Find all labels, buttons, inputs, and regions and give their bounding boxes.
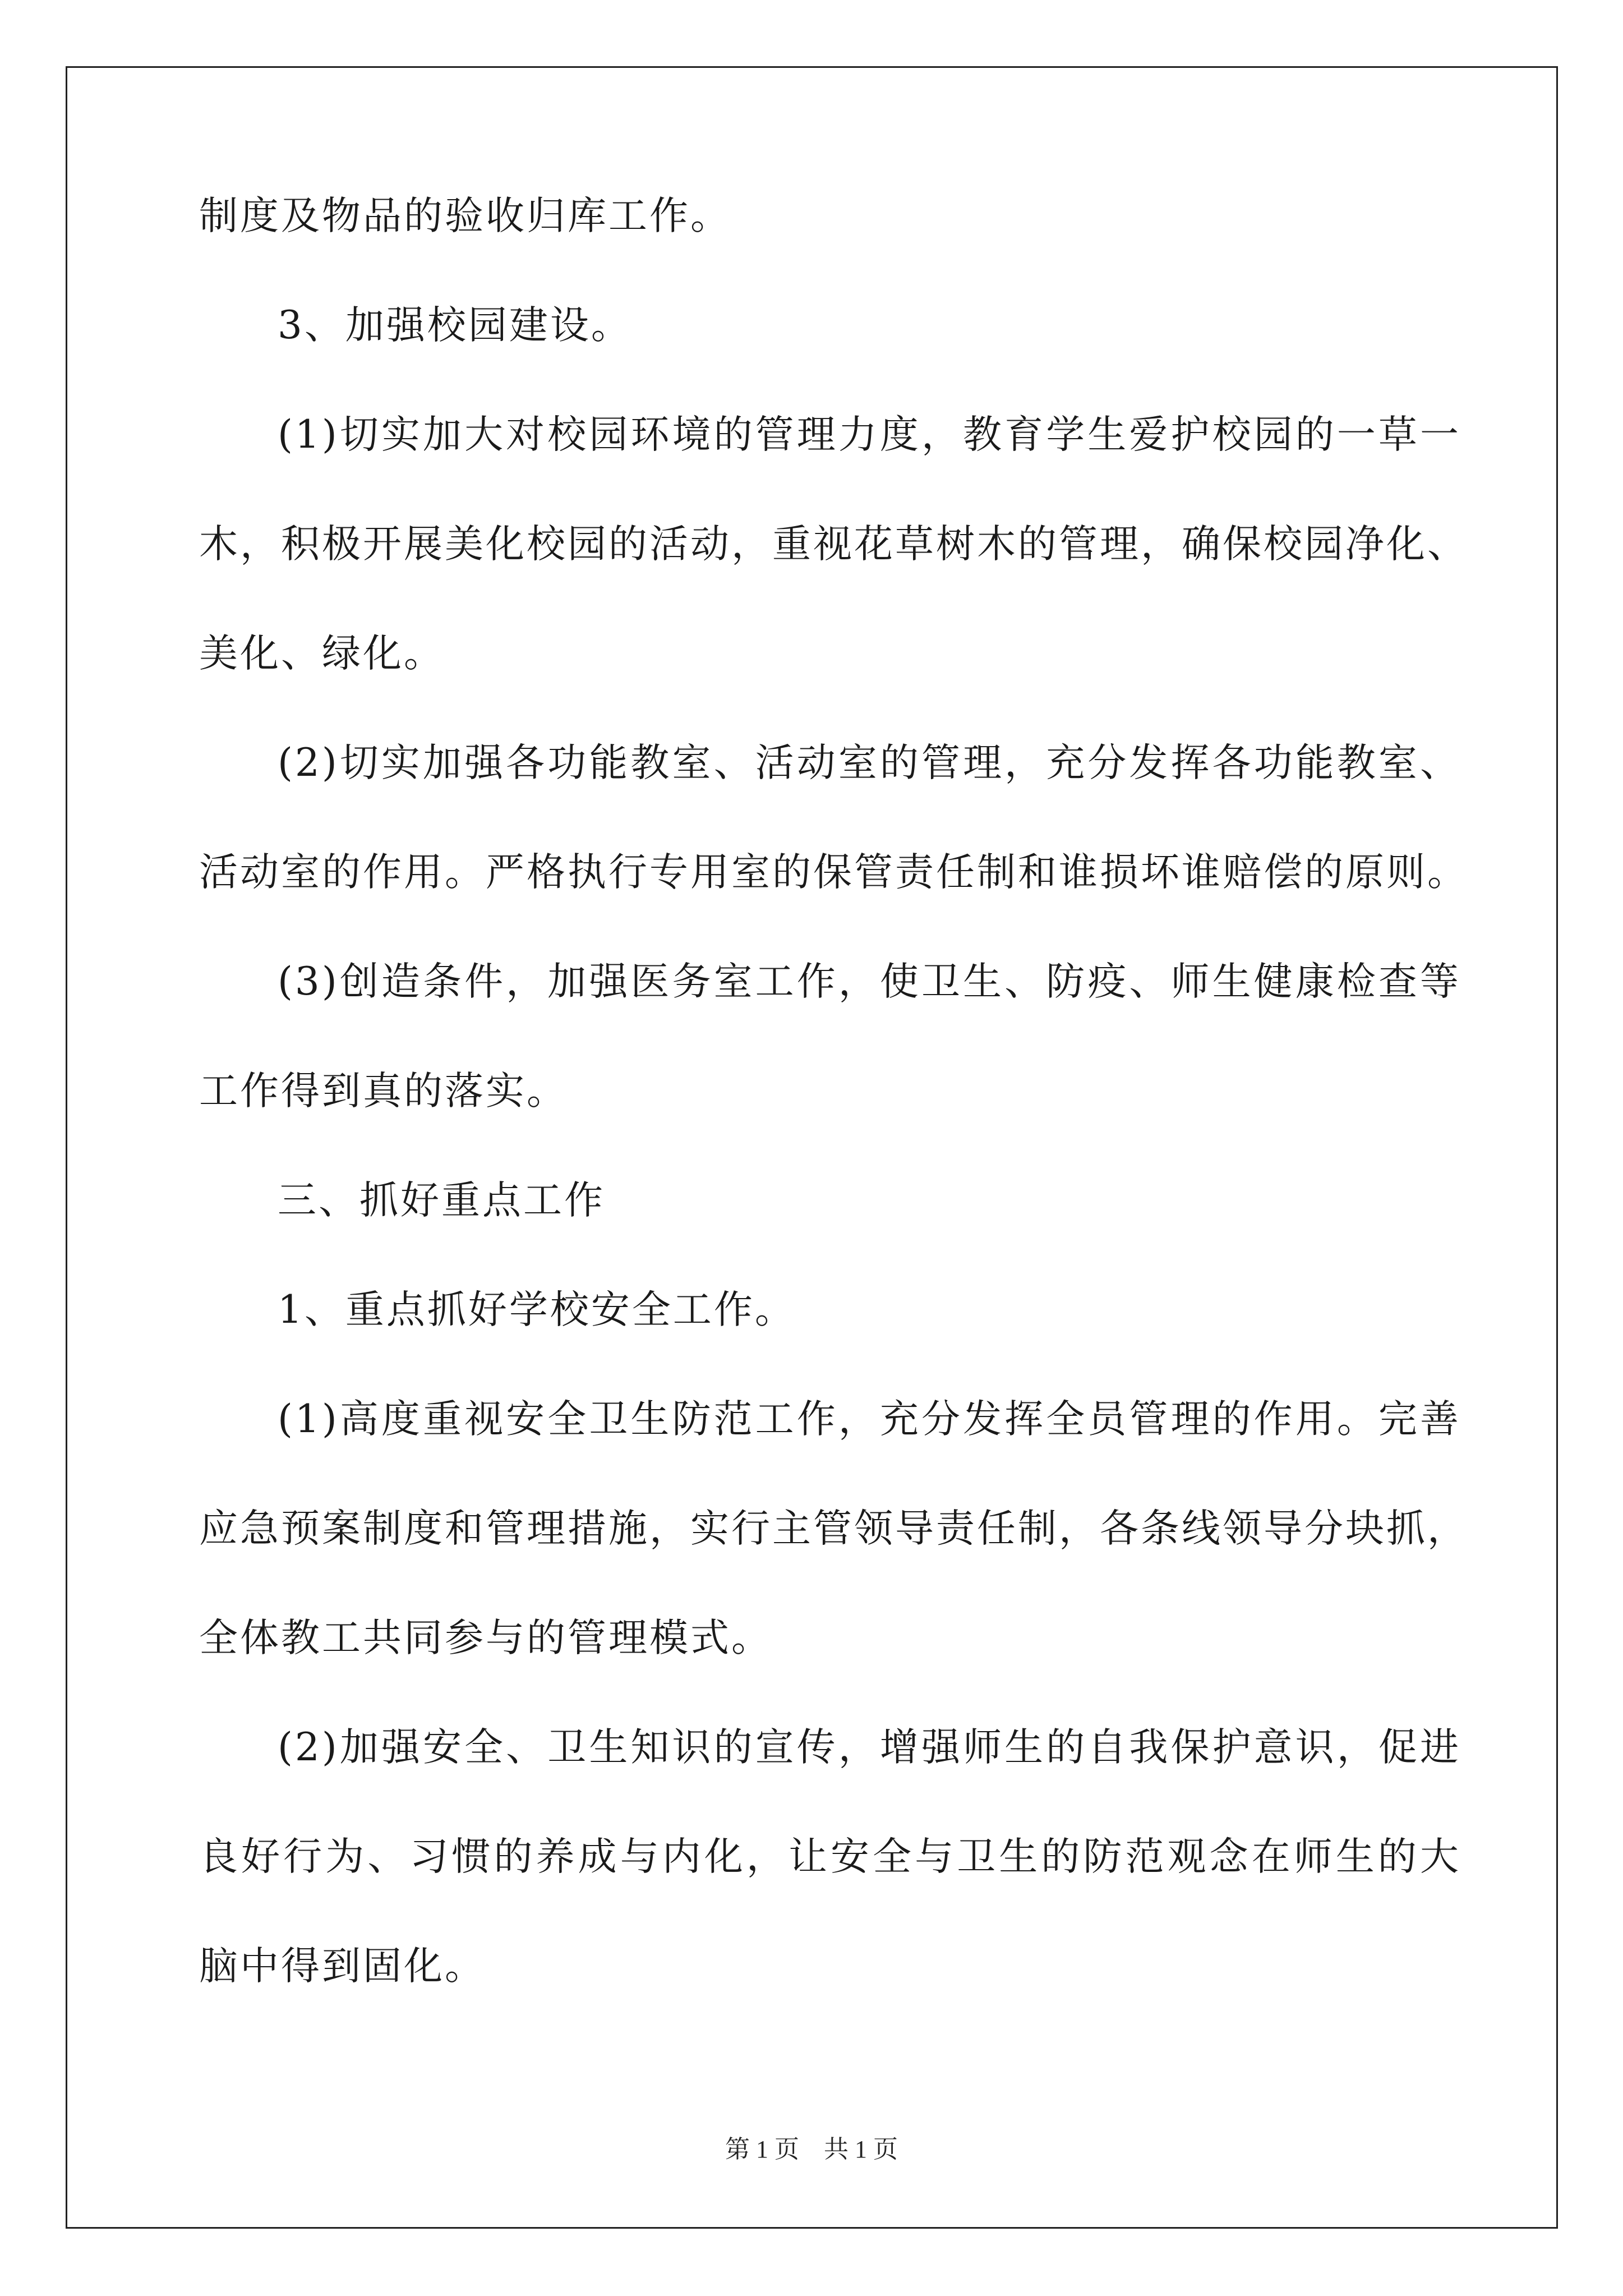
- text-line: 良好行为、习惯的养成与内化，让安全与卫生的防范观念在师生的大: [199, 1834, 1461, 1879]
- text-line: (2)切实加强各功能教室、活动室的管理，充分发挥各功能教室、: [278, 740, 1461, 785]
- text-line: 木，积极开展美化校园的活动，重视花草树木的管理，确保校园净化、: [199, 522, 1468, 567]
- section-heading: 三、抓好重点工作: [278, 1178, 605, 1223]
- text-line: 1、重点抓好学校安全工作。: [278, 1287, 796, 1332]
- text-line: 应急预案制度和管理措施，实行主管领导责任制，各条线领导分块抓，: [199, 1506, 1468, 1551]
- text-line: 3、加强校园建设。: [278, 303, 632, 348]
- text-line: 制度及物品的验收归库工作。: [199, 194, 731, 238]
- text-line: 脑中得到固化。: [199, 1944, 486, 1989]
- text-line: 全体教工共同参与的管理模式。: [199, 1616, 772, 1660]
- page-number-footer: 第 1 页 共 1 页: [725, 2136, 898, 2163]
- text-line: 美化、绿化。: [199, 631, 445, 676]
- text-line: 活动室的作用。严格执行专用室的保管责任制和谁损坏谁赔偿的原则。: [199, 850, 1468, 895]
- page-border: [66, 66, 1558, 2229]
- text-line: 工作得到真的落实。: [199, 1069, 568, 1114]
- text-line: (1)高度重视安全卫生防范工作，充分发挥全员管理的作用。完善: [278, 1397, 1461, 1442]
- text-line: (3)创造条件，加强医务室工作，使卫生、防疫、师生健康检查等: [278, 959, 1461, 1004]
- text-line: (1)切实加大对校园环境的管理力度，教育学生爱护校园的一草一: [278, 412, 1461, 457]
- text-line: (2)加强安全、卫生知识的宣传，增强师生的自我保护意识，促进: [278, 1725, 1461, 1770]
